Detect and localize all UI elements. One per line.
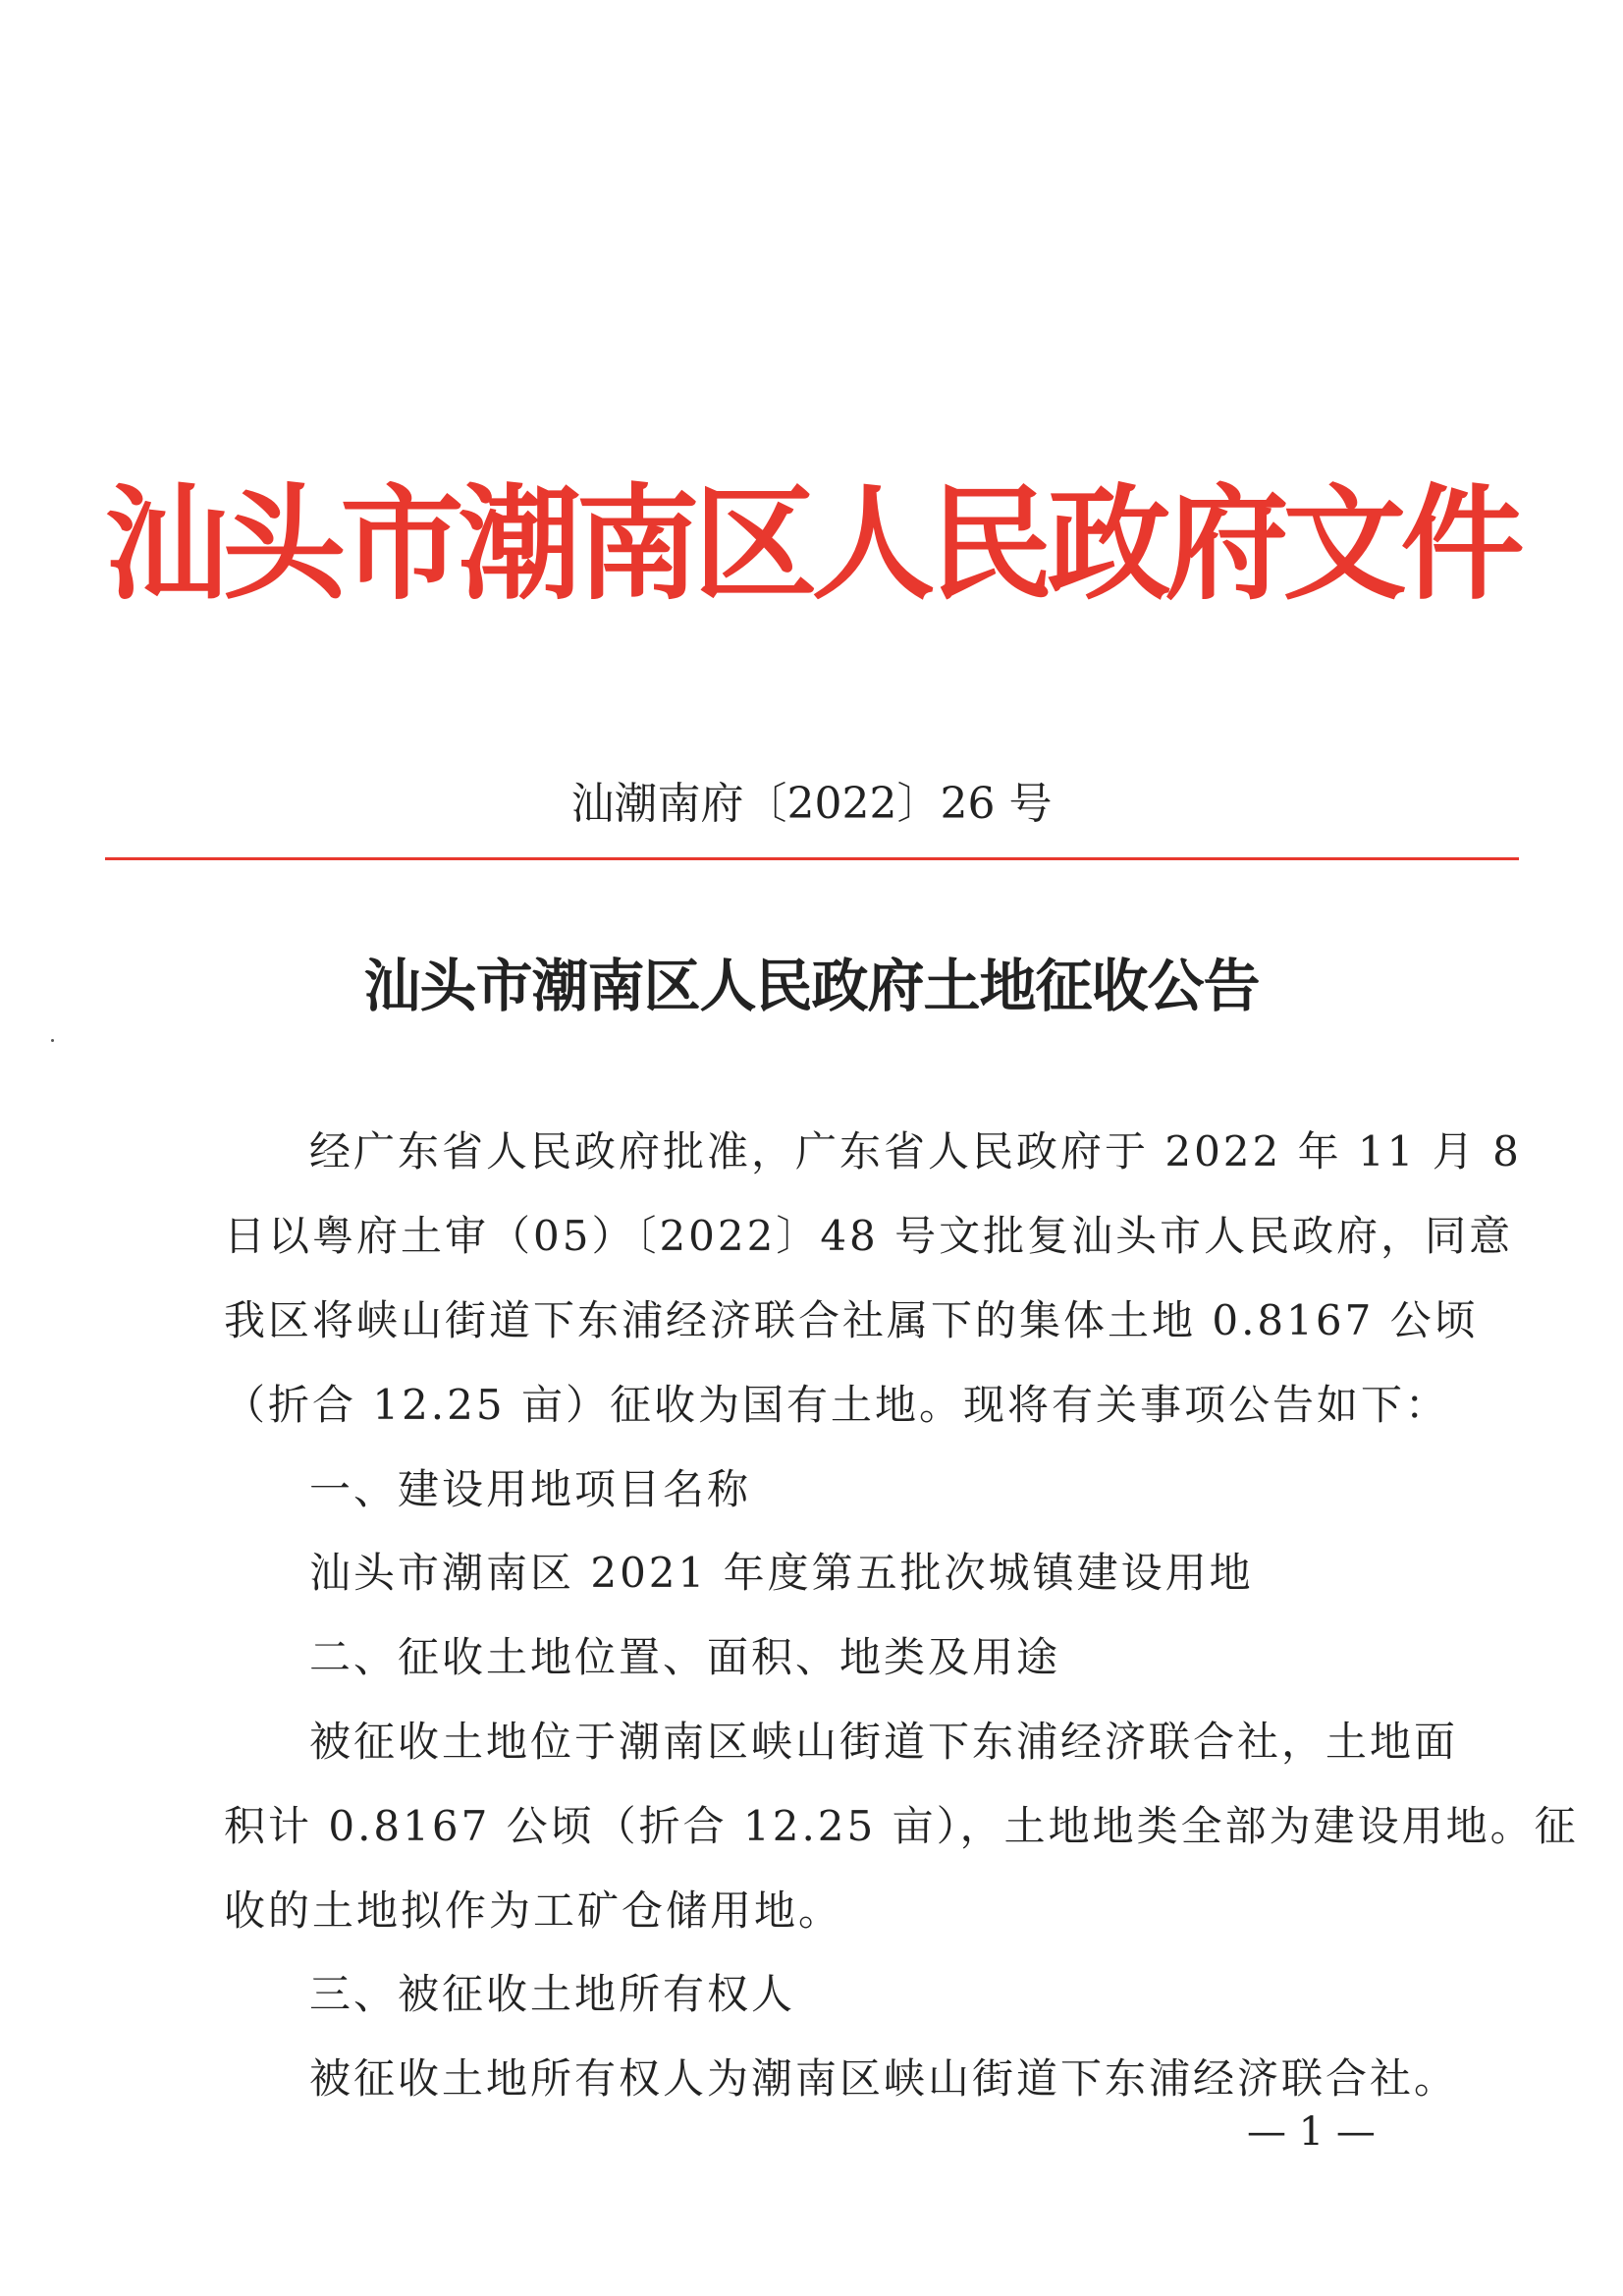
body-paragraph-2-line-1: 被征收土地位于潮南区峡山街道下东浦经济联合社，土地面 — [309, 1718, 1459, 1766]
body-paragraph-1-line-1: 经广东省人民政府批准，广东省人民政府于 2022 年 11 月 8 — [309, 1127, 1522, 1175]
page-number: — 1 — — [1247, 2109, 1376, 2155]
section-heading-2: 二、征收土地位置、面积、地类及用途 — [309, 1633, 1061, 1681]
body-paragraph-1-line-4: （折合 12.25 亩）征收为国有土地。现将有关事项公告如下： — [224, 1381, 1449, 1429]
document-number: 汕潮南府〔2022〕26 号 — [570, 779, 1053, 829]
body-paragraph-1-line-3: 我区将峡山街道下东浦经济联合社属下的集体土地 0.8167 公顷 — [224, 1296, 1479, 1344]
red-divider-line — [105, 857, 1519, 860]
project-name: 汕头市潮南区 2021 年度第五批次城镇建设用地 — [309, 1549, 1254, 1597]
body-paragraph-3-line-1: 被征收土地所有权人为潮南区峡山街道下东浦经济联合社。 — [309, 2054, 1459, 2103]
scan-speck — [51, 1039, 54, 1042]
masthead-title: 汕头市潮南区人民政府文件 — [104, 472, 1519, 617]
section-heading-1: 一、建设用地项目名称 — [309, 1465, 752, 1513]
section-heading-3: 三、被征收土地所有权人 — [309, 1970, 796, 2018]
notice-title: 汕头市潮南区人民政府土地征收公告 — [363, 953, 1260, 1019]
body-paragraph-2-line-2: 积计 0.8167 公顷（折合 12.25 亩），土地地类全部为建设用地。征 — [224, 1802, 1579, 1850]
body-paragraph-2-line-3: 收的土地拟作为工矿仓储用地。 — [224, 1886, 843, 1935]
body-paragraph-1-line-2: 日以粤府土审（05）〔2022〕48 号文批复汕头市人民政府，同意 — [224, 1212, 1514, 1260]
